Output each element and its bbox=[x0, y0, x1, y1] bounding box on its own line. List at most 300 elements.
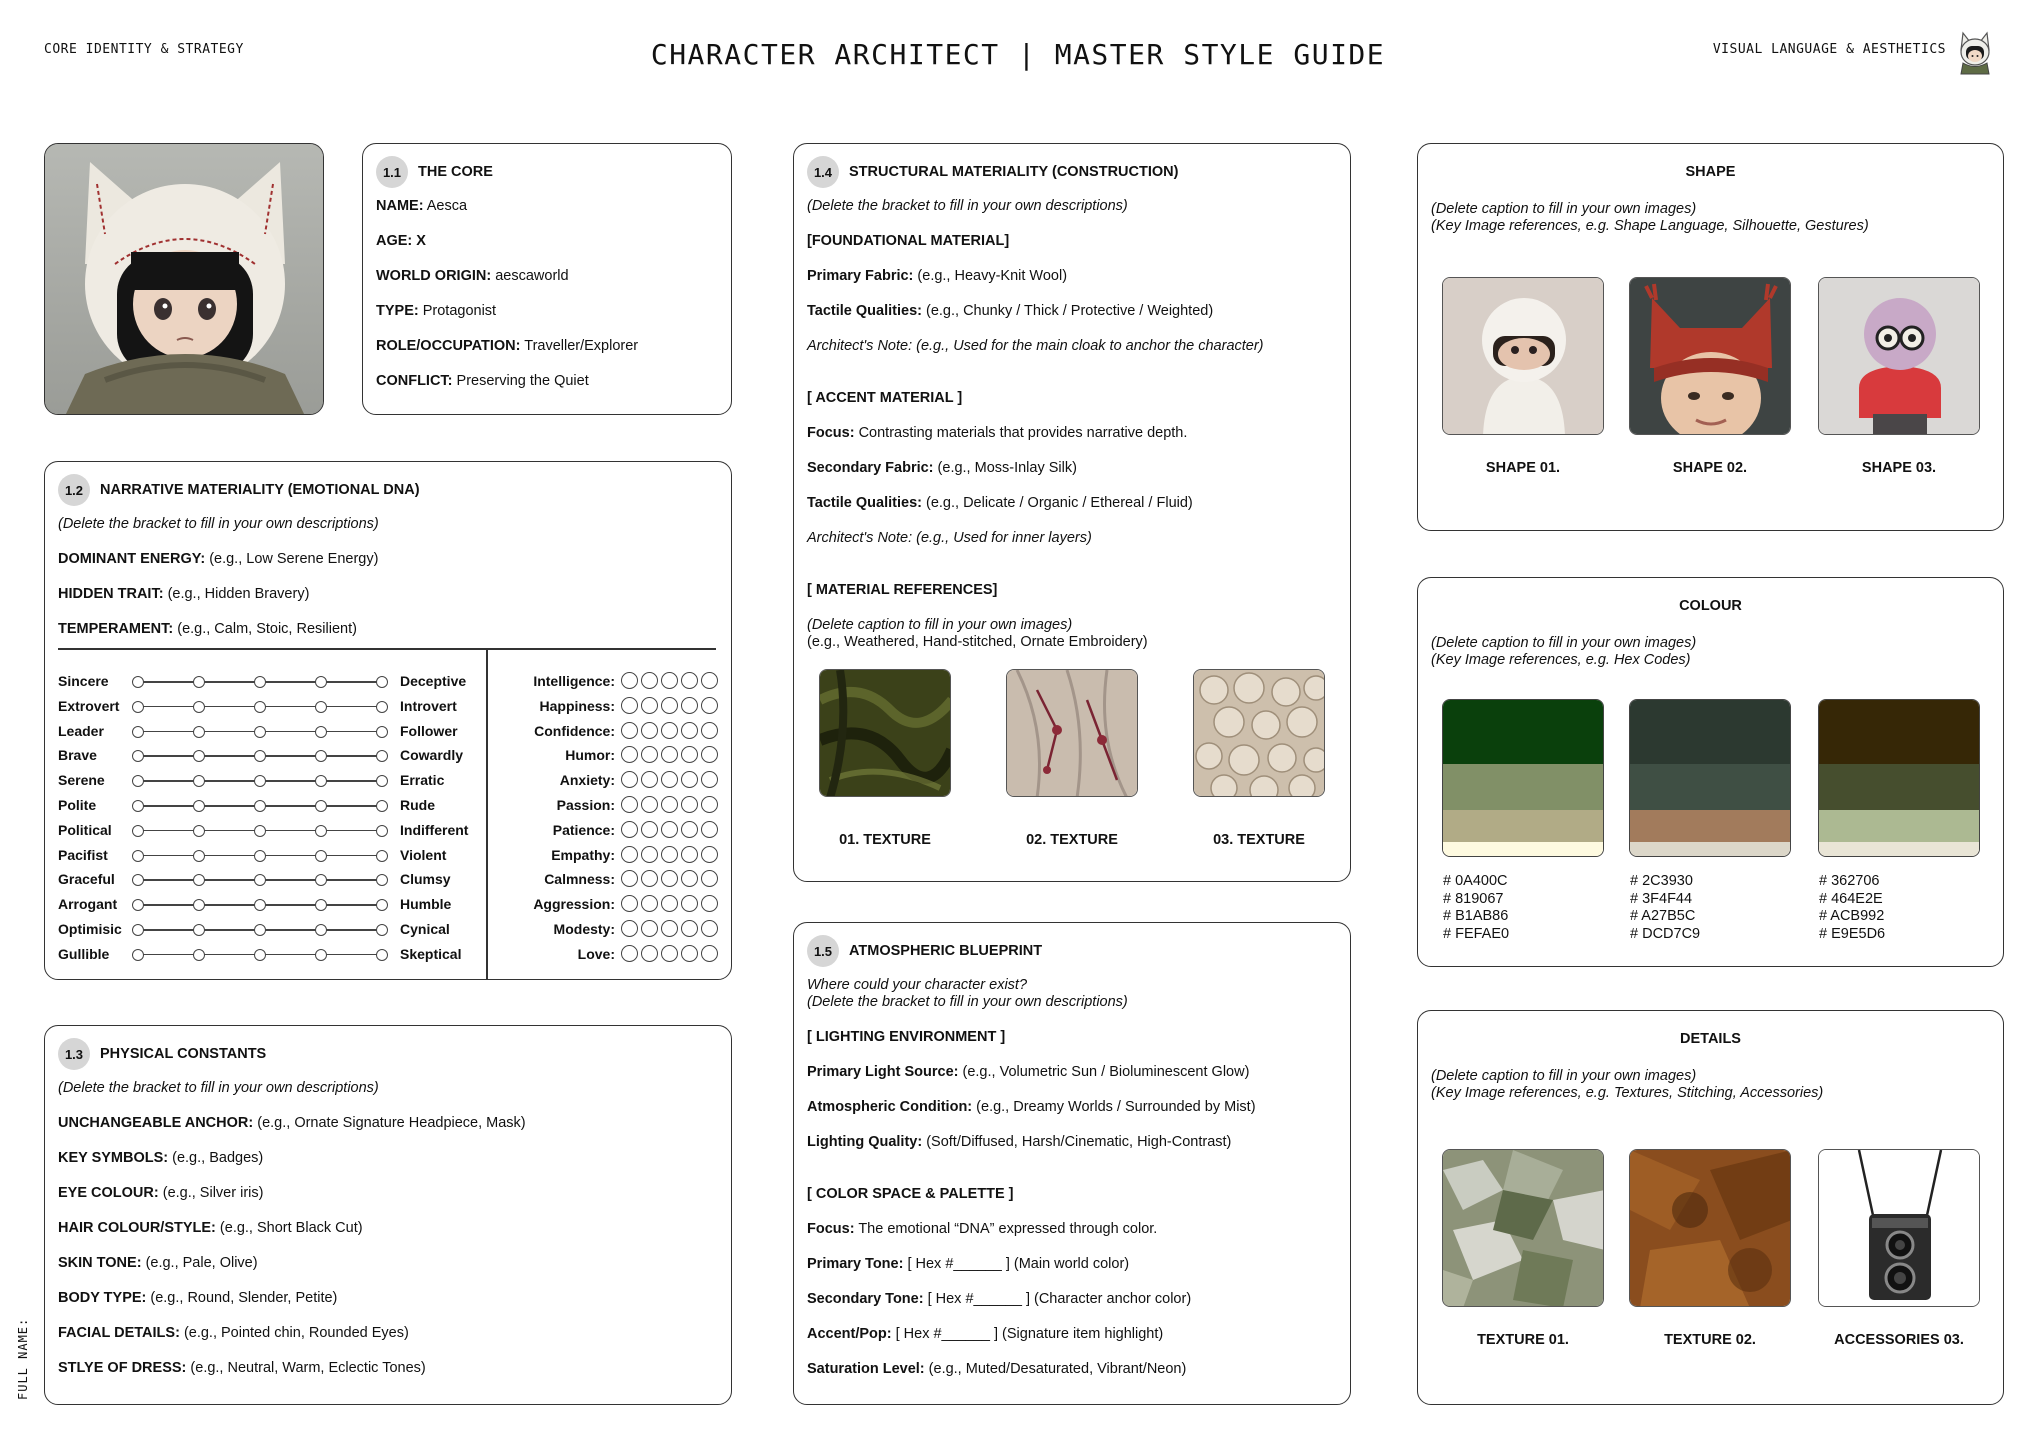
shape-image-purple-hood bbox=[1818, 277, 1980, 435]
section-number: 1.4 bbox=[807, 156, 839, 188]
rating-circle[interactable] bbox=[701, 796, 718, 813]
character-portrait bbox=[44, 143, 324, 415]
trait-left-label: Arrogant bbox=[58, 896, 118, 913]
rating-circle[interactable] bbox=[641, 945, 658, 962]
trait-track bbox=[138, 755, 386, 757]
rating-row bbox=[495, 894, 735, 914]
details-card bbox=[1417, 1010, 2004, 1405]
rating-circle[interactable] bbox=[621, 722, 638, 739]
shape-image-red-hat bbox=[1629, 277, 1791, 435]
rating-label: Confidence: bbox=[534, 722, 615, 739]
rating-circle[interactable] bbox=[681, 920, 698, 937]
shape-caption: SHAPE 03. bbox=[1861, 460, 1937, 476]
rating-label: Intelligence: bbox=[533, 673, 615, 689]
rating-circle[interactable] bbox=[681, 746, 698, 763]
trait-left-label: Pacifist bbox=[58, 846, 108, 863]
color-row: Accent/Pop: [ Hex #______ ] (Signature item highlight) bbox=[807, 1326, 1164, 1342]
secondary-fabric-row: Secondary Fabric: (e.g., Moss-Inlay Silk) bbox=[807, 460, 1077, 476]
trait-scale-dot[interactable] bbox=[315, 924, 327, 936]
rating-circle[interactable] bbox=[681, 672, 698, 689]
swatch-band bbox=[1630, 764, 1790, 810]
rating-circle[interactable] bbox=[621, 945, 638, 962]
primary-fabric-row: Primary Fabric: (e.g., Heavy-Knit Wool) bbox=[807, 268, 1068, 284]
trait-right-label: Follower bbox=[400, 722, 458, 739]
trait-scale-dot[interactable] bbox=[193, 701, 205, 713]
rating-circle[interactable] bbox=[641, 846, 658, 863]
physical-card bbox=[44, 1025, 732, 1405]
divider bbox=[58, 648, 716, 650]
physical-row: SKIN TONE: (e.g., Pale, Olive) bbox=[58, 1255, 258, 1271]
refs-note: (e.g., Weathered, Hand-stitched, Ornate Embroidery) bbox=[807, 634, 1148, 650]
trait-scale-dot[interactable] bbox=[254, 949, 266, 961]
trait-scale-dot[interactable] bbox=[376, 874, 388, 886]
section-number: 1.2 bbox=[58, 474, 90, 506]
rating-circle[interactable] bbox=[661, 895, 678, 912]
trait-left-label: Polite bbox=[58, 797, 97, 813]
trait-scale-dot[interactable] bbox=[193, 800, 205, 812]
divider bbox=[486, 648, 488, 979]
trait-scale-dot[interactable] bbox=[193, 924, 205, 936]
rating-row bbox=[495, 696, 735, 716]
details-note: (Key Image references, e.g. Textures, Stitching, Accessories) bbox=[1431, 1085, 1824, 1101]
trait-scale-dot[interactable] bbox=[193, 874, 205, 886]
colour-swatch bbox=[1818, 699, 1980, 857]
colour-swatch bbox=[1629, 699, 1791, 857]
page-title: CHARACTER ARCHITECT | MASTER STYLE GUIDE bbox=[650, 38, 1386, 71]
rating-circle[interactable] bbox=[681, 846, 698, 863]
rating-circle[interactable] bbox=[641, 796, 658, 813]
rating-label: Calmness: bbox=[544, 871, 615, 888]
core-row: TYPE: Protagonist bbox=[376, 303, 497, 319]
trait-scale-dot[interactable] bbox=[254, 800, 266, 812]
core-row: NAME: Aesca bbox=[376, 198, 468, 214]
details-image-camera bbox=[1818, 1149, 1980, 1307]
trait-scale-dot[interactable] bbox=[315, 874, 327, 886]
trait-scale-dot[interactable] bbox=[254, 701, 266, 713]
trait-left-label: Gullible bbox=[58, 945, 110, 962]
colour-swatch bbox=[1442, 699, 1604, 857]
rating-circle[interactable] bbox=[641, 697, 658, 714]
trait-scale-dot[interactable] bbox=[376, 924, 388, 936]
details-caption: TEXTURE 01. bbox=[1477, 1332, 1569, 1348]
lighting-row: Primary Light Source: (e.g., Volumetric Sun / Bioluminescent Glow) bbox=[807, 1064, 1250, 1080]
section-title: STRUCTURAL MATERIALITY (CONSTRUCTION) bbox=[849, 164, 1179, 180]
rating-circle[interactable] bbox=[661, 746, 678, 763]
trait-scale-row bbox=[58, 944, 480, 964]
tactile-row: Tactile Qualities: (e.g., Chunky / Thick / Protective / Weighted) bbox=[807, 303, 1214, 319]
trait-scale-dot[interactable] bbox=[315, 850, 327, 862]
color-row: Focus: The emotional “DNA” expressed through color. bbox=[807, 1221, 1158, 1237]
trait-left-label: Optimisic bbox=[58, 921, 122, 937]
trait-track bbox=[138, 706, 386, 708]
trait-scale-row bbox=[58, 894, 480, 914]
rating-circle[interactable] bbox=[621, 870, 638, 887]
rating-circle[interactable] bbox=[681, 722, 698, 739]
rating-circle[interactable] bbox=[621, 895, 638, 912]
rating-circle[interactable] bbox=[701, 870, 718, 887]
colour-note: (Key Image references, e.g. Hex Codes) bbox=[1431, 652, 1691, 668]
rating-row bbox=[495, 919, 735, 939]
trait-scale-dot[interactable] bbox=[376, 800, 388, 812]
tactile-row: Tactile Qualities: (e.g., Delicate / Organic / Ethereal / Fluid) bbox=[807, 495, 1193, 511]
hex-code: # 2C3930 bbox=[1630, 873, 1693, 889]
swatch-band bbox=[1630, 700, 1790, 764]
rating-circle[interactable] bbox=[701, 722, 718, 739]
details-caption: ACCESSORIES 03. bbox=[1834, 1332, 1964, 1348]
trait-right-label: Violent bbox=[400, 846, 447, 863]
hex-code-list bbox=[1443, 873, 1509, 943]
rating-circle[interactable] bbox=[681, 895, 698, 912]
trait-scale-dot[interactable] bbox=[254, 726, 266, 738]
shape-title: SHAPE bbox=[1685, 164, 1736, 180]
rating-circle[interactable] bbox=[621, 771, 638, 788]
trait-scale-dot[interactable] bbox=[315, 775, 327, 787]
narrative-row: TEMPERAMENT: (e.g., Calm, Stoic, Resilient) bbox=[58, 621, 357, 637]
shape-card bbox=[1417, 143, 2004, 531]
trait-scale-dot[interactable] bbox=[193, 726, 205, 738]
trait-scale-dot[interactable] bbox=[315, 899, 327, 911]
hex-code: # A27B5C bbox=[1630, 908, 1696, 924]
rating-circle[interactable] bbox=[701, 697, 718, 714]
texture-image-embroidery bbox=[1006, 669, 1138, 797]
trait-scale-dot[interactable] bbox=[132, 924, 144, 936]
rating-circle[interactable] bbox=[661, 846, 678, 863]
rating-circle[interactable] bbox=[701, 672, 718, 689]
rating-row bbox=[495, 869, 735, 889]
narrative-row: DOMINANT ENERGY: (e.g., Low Serene Energy) bbox=[58, 551, 379, 567]
trait-scale-row bbox=[58, 795, 480, 815]
rating-circle[interactable] bbox=[701, 945, 718, 962]
rating-circle[interactable] bbox=[681, 771, 698, 788]
trait-track bbox=[138, 830, 386, 832]
trait-scale-dot[interactable] bbox=[254, 874, 266, 886]
trait-scale-dot[interactable] bbox=[376, 701, 388, 713]
rating-circle[interactable] bbox=[681, 796, 698, 813]
architect-note: Architect's Note: (e.g., Used for inner layers) bbox=[807, 530, 1092, 546]
details-title: DETAILS bbox=[1680, 1031, 1741, 1047]
refs-note: (Delete caption to fill in your own images) bbox=[807, 617, 1073, 633]
rating-circle[interactable] bbox=[641, 746, 658, 763]
refs-heading: [ MATERIAL REFERENCES] bbox=[807, 582, 998, 598]
rating-circle[interactable] bbox=[701, 771, 718, 788]
color-row: Primary Tone: [ Hex #______ ] (Main world color) bbox=[807, 1256, 1130, 1272]
rating-circle[interactable] bbox=[641, 722, 658, 739]
full-name-label: FULL NAME: bbox=[16, 1317, 30, 1400]
lighting-row: Lighting Quality: (Soft/Diffused, Harsh/Cinematic, High-Contrast) bbox=[807, 1134, 1232, 1150]
character-avatar-icon bbox=[1956, 30, 1994, 76]
physical-row: FACIAL DETAILS: (e.g., Pointed chin, Rounded Eyes) bbox=[58, 1325, 409, 1341]
shape-note: (Delete caption to fill in your own images) bbox=[1431, 201, 1697, 217]
section-number: 1.3 bbox=[58, 1038, 90, 1070]
swatch-band bbox=[1819, 764, 1979, 810]
trait-scale-dot[interactable] bbox=[132, 701, 144, 713]
trait-scale-dot[interactable] bbox=[132, 825, 144, 837]
trait-scale-dot[interactable] bbox=[193, 899, 205, 911]
section-number: 1.5 bbox=[807, 935, 839, 967]
rating-circle[interactable] bbox=[621, 821, 638, 838]
texture-image-velvet bbox=[819, 669, 951, 797]
hex-code: # E9E5D6 bbox=[1819, 925, 1886, 942]
physical-row: STLYE OF DRESS: (e.g., Neutral, Warm, Eclectic Tones) bbox=[58, 1360, 426, 1376]
rating-circle[interactable] bbox=[681, 945, 698, 962]
trait-scale-dot[interactable] bbox=[254, 924, 266, 936]
section-title: PHYSICAL CONSTANTS bbox=[100, 1046, 267, 1062]
trait-scale-dot[interactable] bbox=[193, 850, 205, 862]
core-card bbox=[362, 143, 732, 415]
trait-scale-dot[interactable] bbox=[376, 775, 388, 787]
physical-row: KEY SYMBOLS: (e.g., Badges) bbox=[58, 1150, 264, 1166]
shape-note: (Key Image references, e.g. Shape Language, Silhouette, Gestures) bbox=[1431, 218, 1869, 234]
rating-circle[interactable] bbox=[681, 870, 698, 887]
trait-scale-dot[interactable] bbox=[254, 676, 266, 688]
trait-track bbox=[138, 805, 386, 807]
lighting-heading: [ LIGHTING ENVIRONMENT ] bbox=[807, 1029, 1006, 1045]
rating-circle[interactable] bbox=[641, 870, 658, 887]
rating-circle[interactable] bbox=[701, 821, 718, 838]
rating-row bbox=[495, 820, 735, 840]
trait-left-label: Sincere bbox=[58, 673, 109, 689]
structural-note: (Delete the bracket to fill in your own descriptions) bbox=[807, 198, 1128, 214]
swatch-band bbox=[1443, 842, 1603, 857]
rating-label: Love: bbox=[577, 945, 615, 962]
core-row: AGE: X bbox=[376, 233, 426, 249]
swatch-band bbox=[1819, 810, 1979, 842]
swatch-band bbox=[1630, 810, 1790, 842]
rating-circle[interactable] bbox=[641, 672, 658, 689]
focus-row: Focus: Contrasting materials that provides narrative depth. bbox=[807, 425, 1188, 441]
trait-scale-dot[interactable] bbox=[315, 701, 327, 713]
trait-track bbox=[138, 855, 386, 857]
colour-title: COLOUR bbox=[1679, 598, 1742, 614]
details-note: (Delete caption to fill in your own images) bbox=[1431, 1068, 1697, 1084]
trait-scale-dot[interactable] bbox=[315, 825, 327, 837]
hex-code-list bbox=[1630, 873, 1700, 943]
rating-label: Aggression: bbox=[533, 896, 615, 913]
trait-scale-dot[interactable] bbox=[193, 676, 205, 688]
hex-code: # ACB992 bbox=[1819, 908, 1885, 924]
section-title: THE CORE bbox=[418, 164, 493, 180]
rating-circle[interactable] bbox=[621, 746, 638, 763]
rating-label: Modesty: bbox=[553, 921, 615, 937]
trait-scale-dot[interactable] bbox=[376, 899, 388, 911]
trait-left-label: Graceful bbox=[58, 871, 115, 888]
architect-note: Architect's Note: (e.g., Used for the main cloak to anchor the character) bbox=[807, 338, 1264, 354]
hex-code: # FEFAE0 bbox=[1443, 925, 1510, 942]
trait-right-label: Indifferent bbox=[400, 821, 469, 838]
hex-code: # B1AB86 bbox=[1443, 908, 1509, 924]
trait-scale-dot[interactable] bbox=[315, 676, 327, 688]
hex-code: # 0A400C bbox=[1443, 873, 1508, 889]
rating-circle[interactable] bbox=[661, 697, 678, 714]
rating-circle[interactable] bbox=[701, 920, 718, 937]
rating-circle[interactable] bbox=[661, 722, 678, 739]
rating-circle[interactable] bbox=[661, 796, 678, 813]
hex-code-list bbox=[1819, 873, 1885, 943]
trait-left-label: Extrovert bbox=[58, 697, 120, 714]
trait-right-label: Introvert bbox=[400, 697, 457, 714]
trait-scale-dot[interactable] bbox=[315, 949, 327, 961]
trait-track bbox=[138, 954, 386, 956]
rating-circle[interactable] bbox=[621, 846, 638, 863]
texture-caption: 01. TEXTURE bbox=[839, 832, 931, 848]
trait-scale-row bbox=[58, 671, 480, 691]
lighting-row: Atmospheric Condition: (e.g., Dreamy Worlds / Surrounded by Mist) bbox=[807, 1099, 1256, 1115]
trait-scale-dot[interactable] bbox=[254, 775, 266, 787]
physical-row: UNCHANGEABLE ANCHOR: (e.g., Ornate Signature Headpiece, Mask) bbox=[58, 1115, 526, 1131]
texture-image-wool bbox=[1193, 669, 1325, 797]
trait-right-label: Cowardly bbox=[400, 747, 464, 764]
rating-circle[interactable] bbox=[701, 895, 718, 912]
rating-label: Humor: bbox=[565, 747, 615, 764]
structural-card bbox=[793, 143, 1351, 882]
rating-circle[interactable] bbox=[661, 771, 678, 788]
trait-track bbox=[138, 681, 386, 683]
rating-circle[interactable] bbox=[701, 746, 718, 763]
color-row: Secondary Tone: [ Hex #______ ] (Character anchor color) bbox=[807, 1291, 1192, 1307]
texture-caption: 03. TEXTURE bbox=[1213, 832, 1305, 848]
rating-circle[interactable] bbox=[661, 945, 678, 962]
physical-note: (Delete the bracket to fill in your own descriptions) bbox=[58, 1080, 379, 1096]
trait-scale-row bbox=[58, 869, 480, 889]
trait-scale-dot[interactable] bbox=[132, 800, 144, 812]
details-caption: TEXTURE 02. bbox=[1664, 1332, 1756, 1348]
rating-circle[interactable] bbox=[701, 846, 718, 863]
header-right-label: VISUAL LANGUAGE & AESTHETICS bbox=[1712, 42, 1946, 57]
trait-scale-row bbox=[58, 820, 480, 840]
trait-scale-row bbox=[58, 845, 480, 865]
hex-code: # 819067 bbox=[1443, 890, 1504, 907]
swatch-band bbox=[1630, 842, 1790, 857]
trait-track bbox=[138, 904, 386, 906]
rating-row bbox=[495, 770, 735, 790]
rating-circle[interactable] bbox=[621, 796, 638, 813]
trait-scale-dot[interactable] bbox=[193, 775, 205, 787]
rating-circle[interactable] bbox=[661, 870, 678, 887]
rating-circle[interactable] bbox=[641, 895, 658, 912]
rating-row bbox=[495, 944, 735, 964]
trait-scale-dot[interactable] bbox=[376, 676, 388, 688]
physical-row: BODY TYPE: (e.g., Round, Slender, Petite) bbox=[58, 1290, 338, 1306]
rating-circle[interactable] bbox=[641, 771, 658, 788]
trait-scale-dot[interactable] bbox=[376, 949, 388, 961]
colour-note: (Delete caption to fill in your own images) bbox=[1431, 635, 1697, 651]
trait-scale-dot[interactable] bbox=[376, 825, 388, 837]
accent-heading: [ ACCENT MATERIAL ] bbox=[807, 390, 963, 406]
trait-scale-dot[interactable] bbox=[315, 800, 327, 812]
hex-code: # 464E2E bbox=[1819, 890, 1883, 907]
swatch-band bbox=[1443, 810, 1603, 842]
rating-circle[interactable] bbox=[661, 672, 678, 689]
narrative-card bbox=[44, 461, 732, 980]
trait-scale-row bbox=[58, 721, 480, 741]
swatch-band bbox=[1443, 700, 1603, 764]
rating-circle[interactable] bbox=[681, 697, 698, 714]
details-image-camo-bark bbox=[1442, 1149, 1604, 1307]
trait-scale-dot[interactable] bbox=[193, 949, 205, 961]
trait-scale-dot[interactable] bbox=[132, 949, 144, 961]
trait-scale-row bbox=[58, 696, 480, 716]
trait-scale-row bbox=[58, 919, 480, 939]
trait-scale-dot[interactable] bbox=[315, 726, 327, 738]
rating-circle[interactable] bbox=[641, 920, 658, 937]
trait-right-label: Rude bbox=[400, 797, 435, 813]
rating-circle[interactable] bbox=[661, 821, 678, 838]
rating-circle[interactable] bbox=[621, 920, 638, 937]
rating-label: Empathy: bbox=[551, 846, 615, 863]
section-title: ATMOSPHERIC BLUEPRINT bbox=[849, 943, 1043, 959]
physical-row: HAIR COLOUR/STYLE: (e.g., Short Black Cut) bbox=[58, 1220, 363, 1236]
trait-scale-dot[interactable] bbox=[132, 676, 144, 688]
trait-scale-row bbox=[58, 770, 480, 790]
trait-scale-dot[interactable] bbox=[132, 899, 144, 911]
trait-scale-dot[interactable] bbox=[132, 726, 144, 738]
rating-label: Patience: bbox=[552, 821, 615, 838]
rating-label: Anxiety: bbox=[559, 772, 615, 789]
rating-label: Passion: bbox=[556, 797, 615, 813]
trait-scale-row bbox=[58, 745, 480, 765]
core-row: ROLE/OCCUPATION: Traveller/Explorer bbox=[376, 338, 639, 354]
atmospheric-card bbox=[793, 922, 1351, 1405]
color-row: Saturation Level: (e.g., Muted/Desaturated, Vibrant/Neon) bbox=[807, 1361, 1187, 1377]
rating-circle[interactable] bbox=[681, 821, 698, 838]
physical-row: EYE COLOUR: (e.g., Silver iris) bbox=[58, 1185, 264, 1201]
trait-scale-dot[interactable] bbox=[254, 850, 266, 862]
trait-left-label: Brave bbox=[58, 747, 97, 764]
trait-scale-dot[interactable] bbox=[193, 750, 205, 762]
trait-track bbox=[138, 780, 386, 782]
trait-scale-dot[interactable] bbox=[132, 850, 144, 862]
color-heading: [ COLOR SPACE & PALETTE ] bbox=[807, 1186, 1014, 1202]
trait-right-label: Deceptive bbox=[400, 673, 467, 689]
section-title: NARRATIVE MATERIALITY (EMOTIONAL DNA) bbox=[100, 482, 420, 498]
trait-scale-dot[interactable] bbox=[132, 775, 144, 787]
hex-code: # 362706 bbox=[1819, 873, 1880, 889]
swatch-band bbox=[1443, 764, 1603, 810]
rating-row bbox=[495, 671, 735, 691]
rating-circle[interactable] bbox=[621, 697, 638, 714]
trait-right-label: Cynical bbox=[400, 921, 450, 937]
rating-circle[interactable] bbox=[621, 672, 638, 689]
rating-circle[interactable] bbox=[661, 920, 678, 937]
trait-scale-dot[interactable] bbox=[254, 899, 266, 911]
trait-scale-dot[interactable] bbox=[254, 750, 266, 762]
trait-right-label: Skeptical bbox=[400, 945, 462, 962]
shape-image-round-figure bbox=[1442, 277, 1604, 435]
trait-scale-dot[interactable] bbox=[376, 750, 388, 762]
core-row: CONFLICT: Preserving the Quiet bbox=[376, 373, 589, 389]
trait-scale-dot[interactable] bbox=[376, 726, 388, 738]
narrative-note: (Delete the bracket to fill in your own descriptions) bbox=[58, 516, 379, 532]
trait-right-label: Erratic bbox=[400, 772, 445, 789]
trait-scale-dot[interactable] bbox=[315, 750, 327, 762]
atmospheric-question: Where could your character exist? bbox=[807, 977, 1028, 993]
trait-right-label: Humble bbox=[400, 896, 452, 913]
trait-scale-dot[interactable] bbox=[376, 850, 388, 862]
trait-scale-dot[interactable] bbox=[132, 874, 144, 886]
trait-track bbox=[138, 879, 386, 881]
rating-row bbox=[495, 721, 735, 741]
trait-track bbox=[138, 929, 386, 931]
trait-scale-dot[interactable] bbox=[132, 750, 144, 762]
shape-caption: SHAPE 01. bbox=[1485, 460, 1561, 476]
trait-right-label: Clumsy bbox=[400, 871, 451, 888]
rating-circle[interactable] bbox=[641, 821, 658, 838]
trait-scale-dot[interactable] bbox=[254, 825, 266, 837]
rating-row bbox=[495, 745, 735, 765]
trait-left-label: Political bbox=[58, 821, 112, 838]
trait-left-label: Serene bbox=[58, 772, 105, 789]
trait-scale-dot[interactable] bbox=[193, 825, 205, 837]
